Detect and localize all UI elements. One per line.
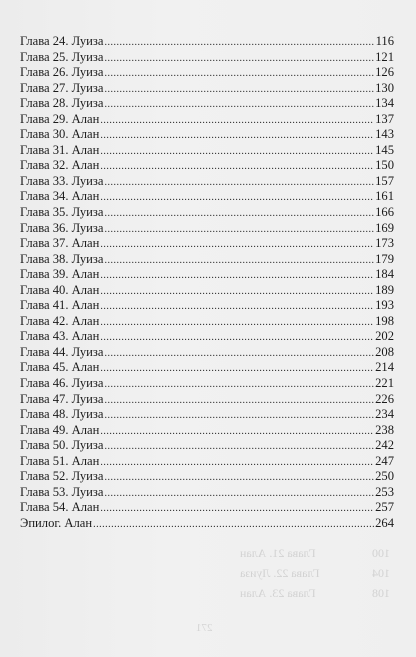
toc-entry-title: Глава 27. Луиза: [20, 80, 104, 95]
toc-entry-title: Эпилог. Алан: [20, 515, 93, 530]
bleed-through-page: 108: [372, 586, 390, 600]
toc-entry: [20, 314, 394, 330]
toc-entry: [20, 34, 394, 50]
dot-leader: [100, 299, 374, 315]
toc-entry-page: 226: [375, 391, 394, 406]
toc-entry-page: 253: [375, 484, 394, 499]
toc-entry-title: Глава 28. Луиза: [20, 96, 104, 111]
toc-entry-title: Глава 47. Луиза: [20, 391, 104, 406]
toc-entry: [20, 438, 394, 454]
bleed-through-title: Глава 22. Луиза: [240, 566, 320, 580]
toc-entry: [20, 267, 394, 283]
toc-entry-title: Глава 51. Алан: [20, 453, 100, 468]
dot-leader: [100, 330, 374, 346]
toc-entry-page: 116: [375, 34, 394, 48]
dot-leader: [104, 35, 374, 51]
toc-entry: [20, 469, 394, 485]
toc-entry-page: 189: [375, 282, 394, 297]
toc-entry-page: 126: [375, 65, 394, 80]
toc-entry: [20, 50, 394, 66]
toc-entry-page: 179: [375, 251, 394, 266]
toc-entry-title: Глава 37. Алан: [20, 236, 100, 251]
toc-entry-page: 193: [375, 298, 394, 313]
dot-leader: [104, 222, 374, 238]
dot-leader: [100, 501, 374, 517]
dot-leader: [100, 113, 374, 129]
dot-leader: [104, 253, 374, 269]
dot-leader: [100, 190, 374, 206]
toc-entry: [20, 485, 394, 501]
bleed-through-line: [240, 566, 390, 581]
toc-entry: [20, 345, 394, 361]
toc-entry-page: 161: [375, 189, 394, 204]
bleed-through-page: 100: [372, 546, 390, 560]
dot-leader: [100, 455, 374, 471]
bleed-through-title: Глава 23. Алан: [240, 586, 316, 600]
toc-entry-title: Глава 48. Луиза: [20, 407, 104, 422]
dot-leader: [100, 268, 374, 284]
toc-entry-title: Глава 32. Алан: [20, 158, 100, 173]
dot-leader: [100, 237, 374, 253]
toc-entry-page: 221: [375, 376, 394, 391]
toc-entry: [20, 189, 394, 205]
toc-entry-title: Глава 24. Луиза: [20, 34, 104, 48]
toc-entry-page: 134: [375, 96, 394, 111]
dot-leader: [104, 393, 374, 409]
toc-entry-title: Глава 42. Алан: [20, 313, 100, 328]
toc-entry-page: 137: [375, 111, 394, 126]
dot-leader: [104, 66, 374, 82]
toc-entry-title: Глава 30. Алан: [20, 127, 100, 142]
toc-entry-title: Глава 45. Алан: [20, 360, 100, 375]
dot-leader: [104, 97, 374, 113]
dot-leader: [100, 284, 374, 300]
toc-entry-title: Глава 29. Алан: [20, 111, 100, 126]
toc-entry-page: 121: [375, 49, 394, 64]
toc-entry-title: Глава 41. Алан: [20, 298, 100, 313]
toc-entry: [20, 236, 394, 252]
dot-leader: [104, 206, 374, 222]
dot-leader: [100, 144, 374, 160]
toc-entry-page: 264: [375, 515, 394, 530]
dot-leader: [93, 517, 374, 533]
toc-entry: [20, 65, 394, 81]
toc-entry-title: Глава 54. Алан: [20, 500, 100, 515]
toc-entry: [20, 454, 394, 470]
toc-entry: [20, 298, 394, 314]
bleed-through-title: Глава 21. Алан: [240, 546, 316, 560]
toc-entry-title: Глава 39. Алан: [20, 267, 100, 282]
dot-leader: [104, 408, 374, 424]
bleed-through-line: [240, 546, 390, 561]
toc-entry-page: 198: [375, 313, 394, 328]
toc-entry: [20, 516, 394, 532]
toc-entry: [20, 112, 394, 128]
toc-entry-page: 130: [375, 80, 394, 95]
toc-entry-title: Глава 36. Луиза: [20, 220, 104, 235]
toc-entry-title: Глава 49. Алан: [20, 422, 100, 437]
toc-entry-page: 150: [375, 158, 394, 173]
toc-entry: [20, 174, 394, 190]
toc-entry-title: Глава 33. Луиза: [20, 173, 104, 188]
toc-entry-page: 214: [375, 360, 394, 375]
toc-entry-page: 173: [375, 236, 394, 251]
toc-entry-title: Глава 26. Луиза: [20, 65, 104, 80]
dot-leader: [104, 377, 374, 393]
toc-entry: [20, 392, 394, 408]
toc-entry: [20, 143, 394, 159]
toc-entry-title: Глава 40. Алан: [20, 282, 100, 297]
dot-leader: [104, 486, 374, 502]
toc-entry-page: 169: [375, 220, 394, 235]
dot-leader: [104, 51, 374, 67]
toc-entry-title: Глава 34. Алан: [20, 189, 100, 204]
toc-entry: [20, 205, 394, 221]
toc-entry: [20, 96, 394, 112]
toc-entry: [20, 221, 394, 237]
dot-leader: [104, 470, 374, 486]
bleed-through-line: [240, 586, 390, 601]
dot-leader: [100, 315, 374, 331]
toc-entry-page: 202: [375, 329, 394, 344]
toc-entry: [20, 407, 394, 423]
toc-entry-title: Глава 25. Луиза: [20, 49, 104, 64]
toc-entry: [20, 376, 394, 392]
toc-entry-title: Глава 50. Луиза: [20, 438, 104, 453]
toc-entry-title: Глава 46. Луиза: [20, 376, 104, 391]
toc-entry-page: 234: [375, 407, 394, 422]
dot-leader: [104, 175, 374, 191]
bleed-through-page-number: 271: [196, 622, 213, 634]
dot-leader: [104, 346, 374, 362]
dot-leader: [100, 128, 374, 144]
dot-leader: [100, 361, 374, 377]
dot-leader: [100, 159, 374, 175]
toc-entry-page: 184: [375, 267, 394, 282]
bleed-through-page: 104: [372, 566, 390, 580]
toc-entry: [20, 127, 394, 143]
toc-entry: [20, 360, 394, 376]
table-of-contents: [20, 34, 394, 532]
toc-entry-title: Глава 31. Алан: [20, 142, 100, 157]
toc-entry-title: Глава 52. Луиза: [20, 469, 104, 484]
dot-leader: [104, 439, 374, 455]
toc-entry-title: Глава 35. Луиза: [20, 205, 104, 220]
toc-entry-page: 247: [375, 453, 394, 468]
toc-entry-page: 208: [375, 344, 394, 359]
toc-entry-page: 166: [375, 205, 394, 220]
toc-entry-title: Глава 43. Алан: [20, 329, 100, 344]
dot-leader: [104, 82, 374, 98]
toc-entry: [20, 158, 394, 174]
toc-entry: [20, 500, 394, 516]
toc-entry-page: 250: [375, 469, 394, 484]
toc-entry: [20, 252, 394, 268]
toc-entry: [20, 423, 394, 439]
toc-entry-page: 238: [375, 422, 394, 437]
toc-entry-title: Глава 53. Луиза: [20, 484, 104, 499]
dot-leader: [100, 424, 374, 440]
toc-entry-page: 242: [375, 438, 394, 453]
toc-entry-title: Глава 38. Луиза: [20, 251, 104, 266]
toc-entry: [20, 283, 394, 299]
toc-entry-page: 157: [375, 173, 394, 188]
toc-entry: [20, 81, 394, 97]
toc-entry: [20, 329, 394, 345]
toc-entry-page: 145: [375, 142, 394, 157]
toc-entry-page: 257: [375, 500, 394, 515]
toc-entry-page: 143: [375, 127, 394, 142]
toc-entry-title: Глава 44. Луиза: [20, 344, 104, 359]
